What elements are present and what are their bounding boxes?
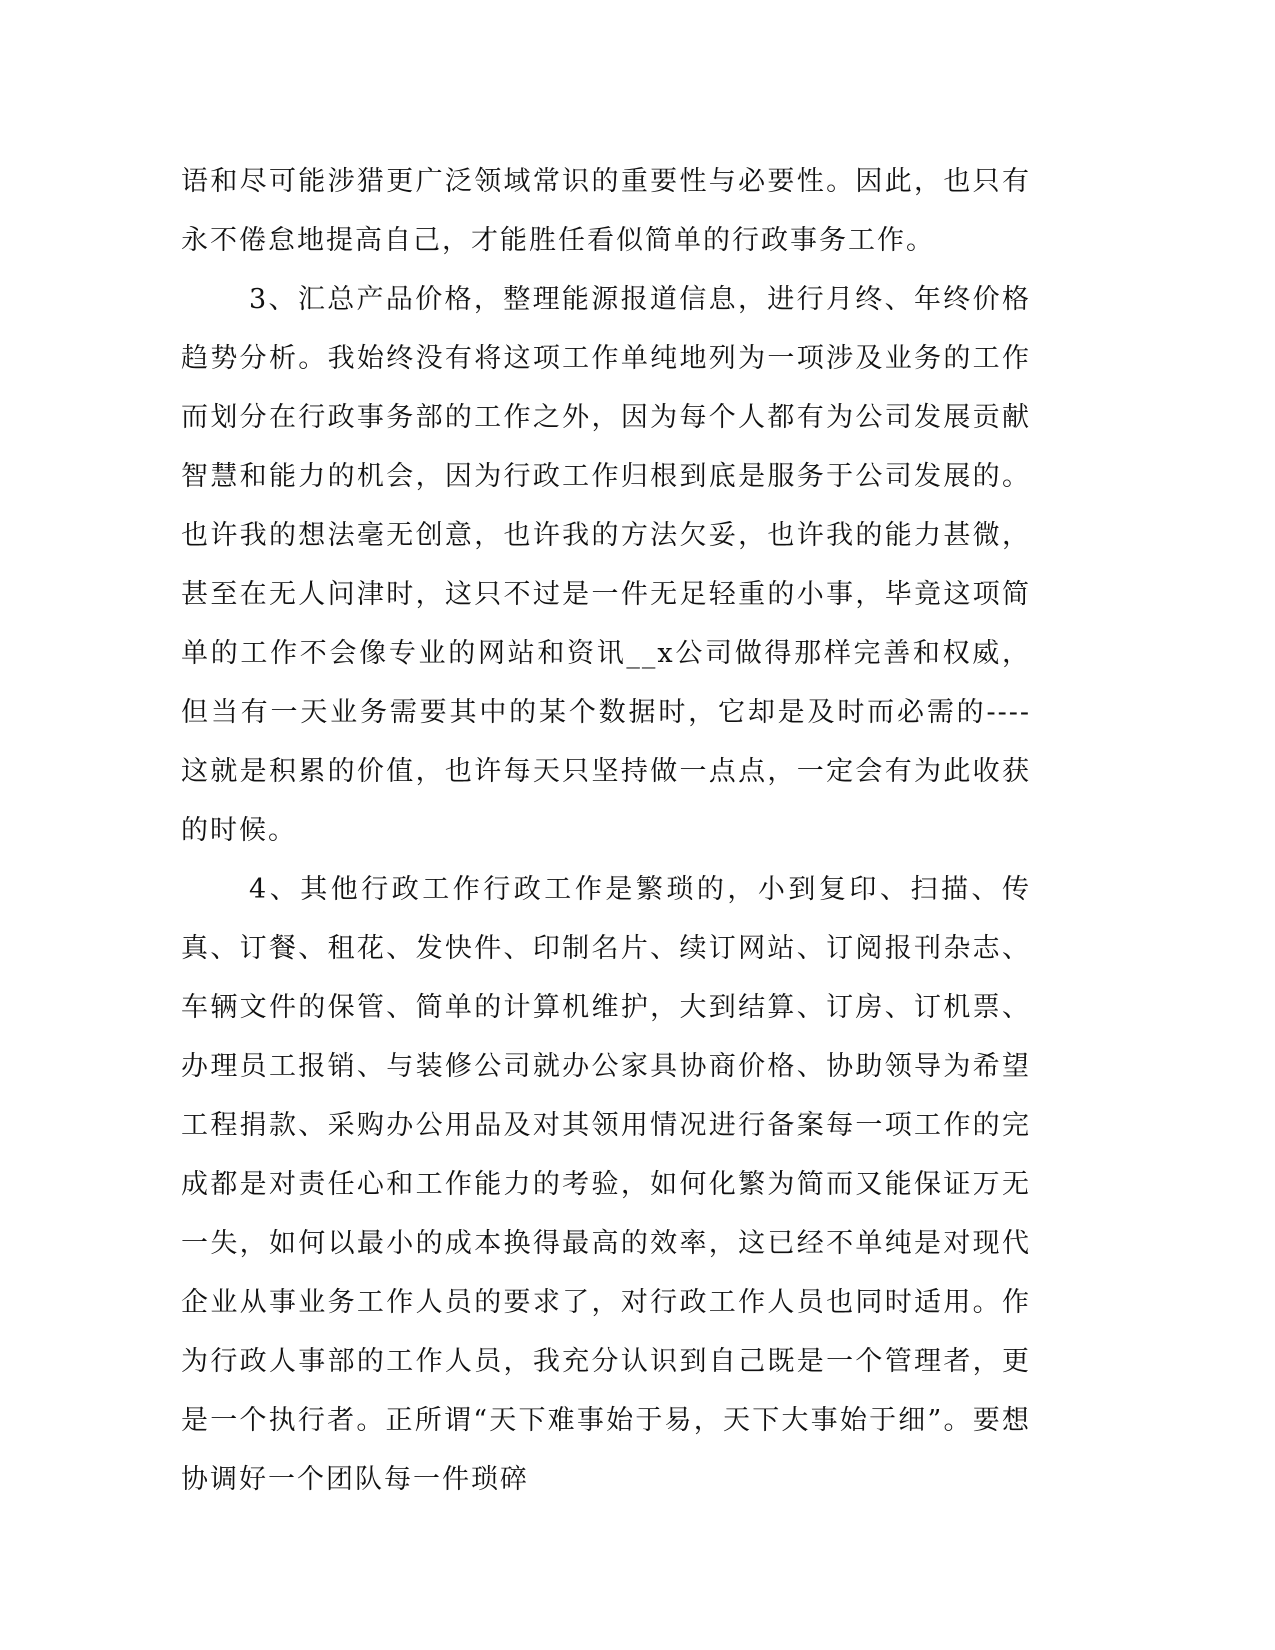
paragraph-item-3: 3、汇总产品价格，整理能源报道信息，进行月终、年终价格趋势分析。我始终没有将这项工作单纯地列为一项涉及业务的工作而划分在行政事务部的工作之外，因为每个人都有为公司发展贡献智慧和能力的机会，因为行政工作归根到底是服务于公司发展的。也许我的想法毫无创意，也许我的方法欠妥，也许我的能力甚微，甚至在无人问津时，这只不过是一件无足轻重的小事，毕竟这项简单的工作不会像专业的网站和资讯__x公司做得那样完善和权威，但当有一天业务需要其中的某个数据时，它却是及时而必需的----这就是积累的价值，也许每天只坚持做一点点，一定会有为此收获的时候。 xyxy=(181,284,1031,846)
paragraph-item-4: 4、其他行政工作行政工作是繁琐的，小到复印、扫描、传真、订餐、租花、发快件、印制名片、续订网站、订阅报刊杂志、车辆文件的保管、简单的计算机维护，大到结算、订房、订机票、办理员工报销、与装修公司就办公家具协商价格、协助领导为希望工程捐款、采购办公用品及对其领用情况进行备案每一项工作的完成都是对责任心和工作能力的考验，如何化繁为简而又能保证万无一失，如何以最小的成本换得最高的效率，这已经不单纯是对现代企业从事业务工作人员的要求了，对行政工作人员也同时适用。作为行政人事部的工作人员，我充分认识到自己既是一个管理者，更是一个执行者。正所谓“天下难事始于易，天下大事始于细”。要想协调好一个团队每一件琐碎 xyxy=(181,874,1031,1495)
paragraph-continuation: 语和尽可能涉猎更广泛领域常识的重要性与必要性。因此，也只有永不倦怠地提高自己，才能胜任看似简单的行政事务工作。 xyxy=(181,166,1031,256)
document-page xyxy=(181,152,1031,1509)
